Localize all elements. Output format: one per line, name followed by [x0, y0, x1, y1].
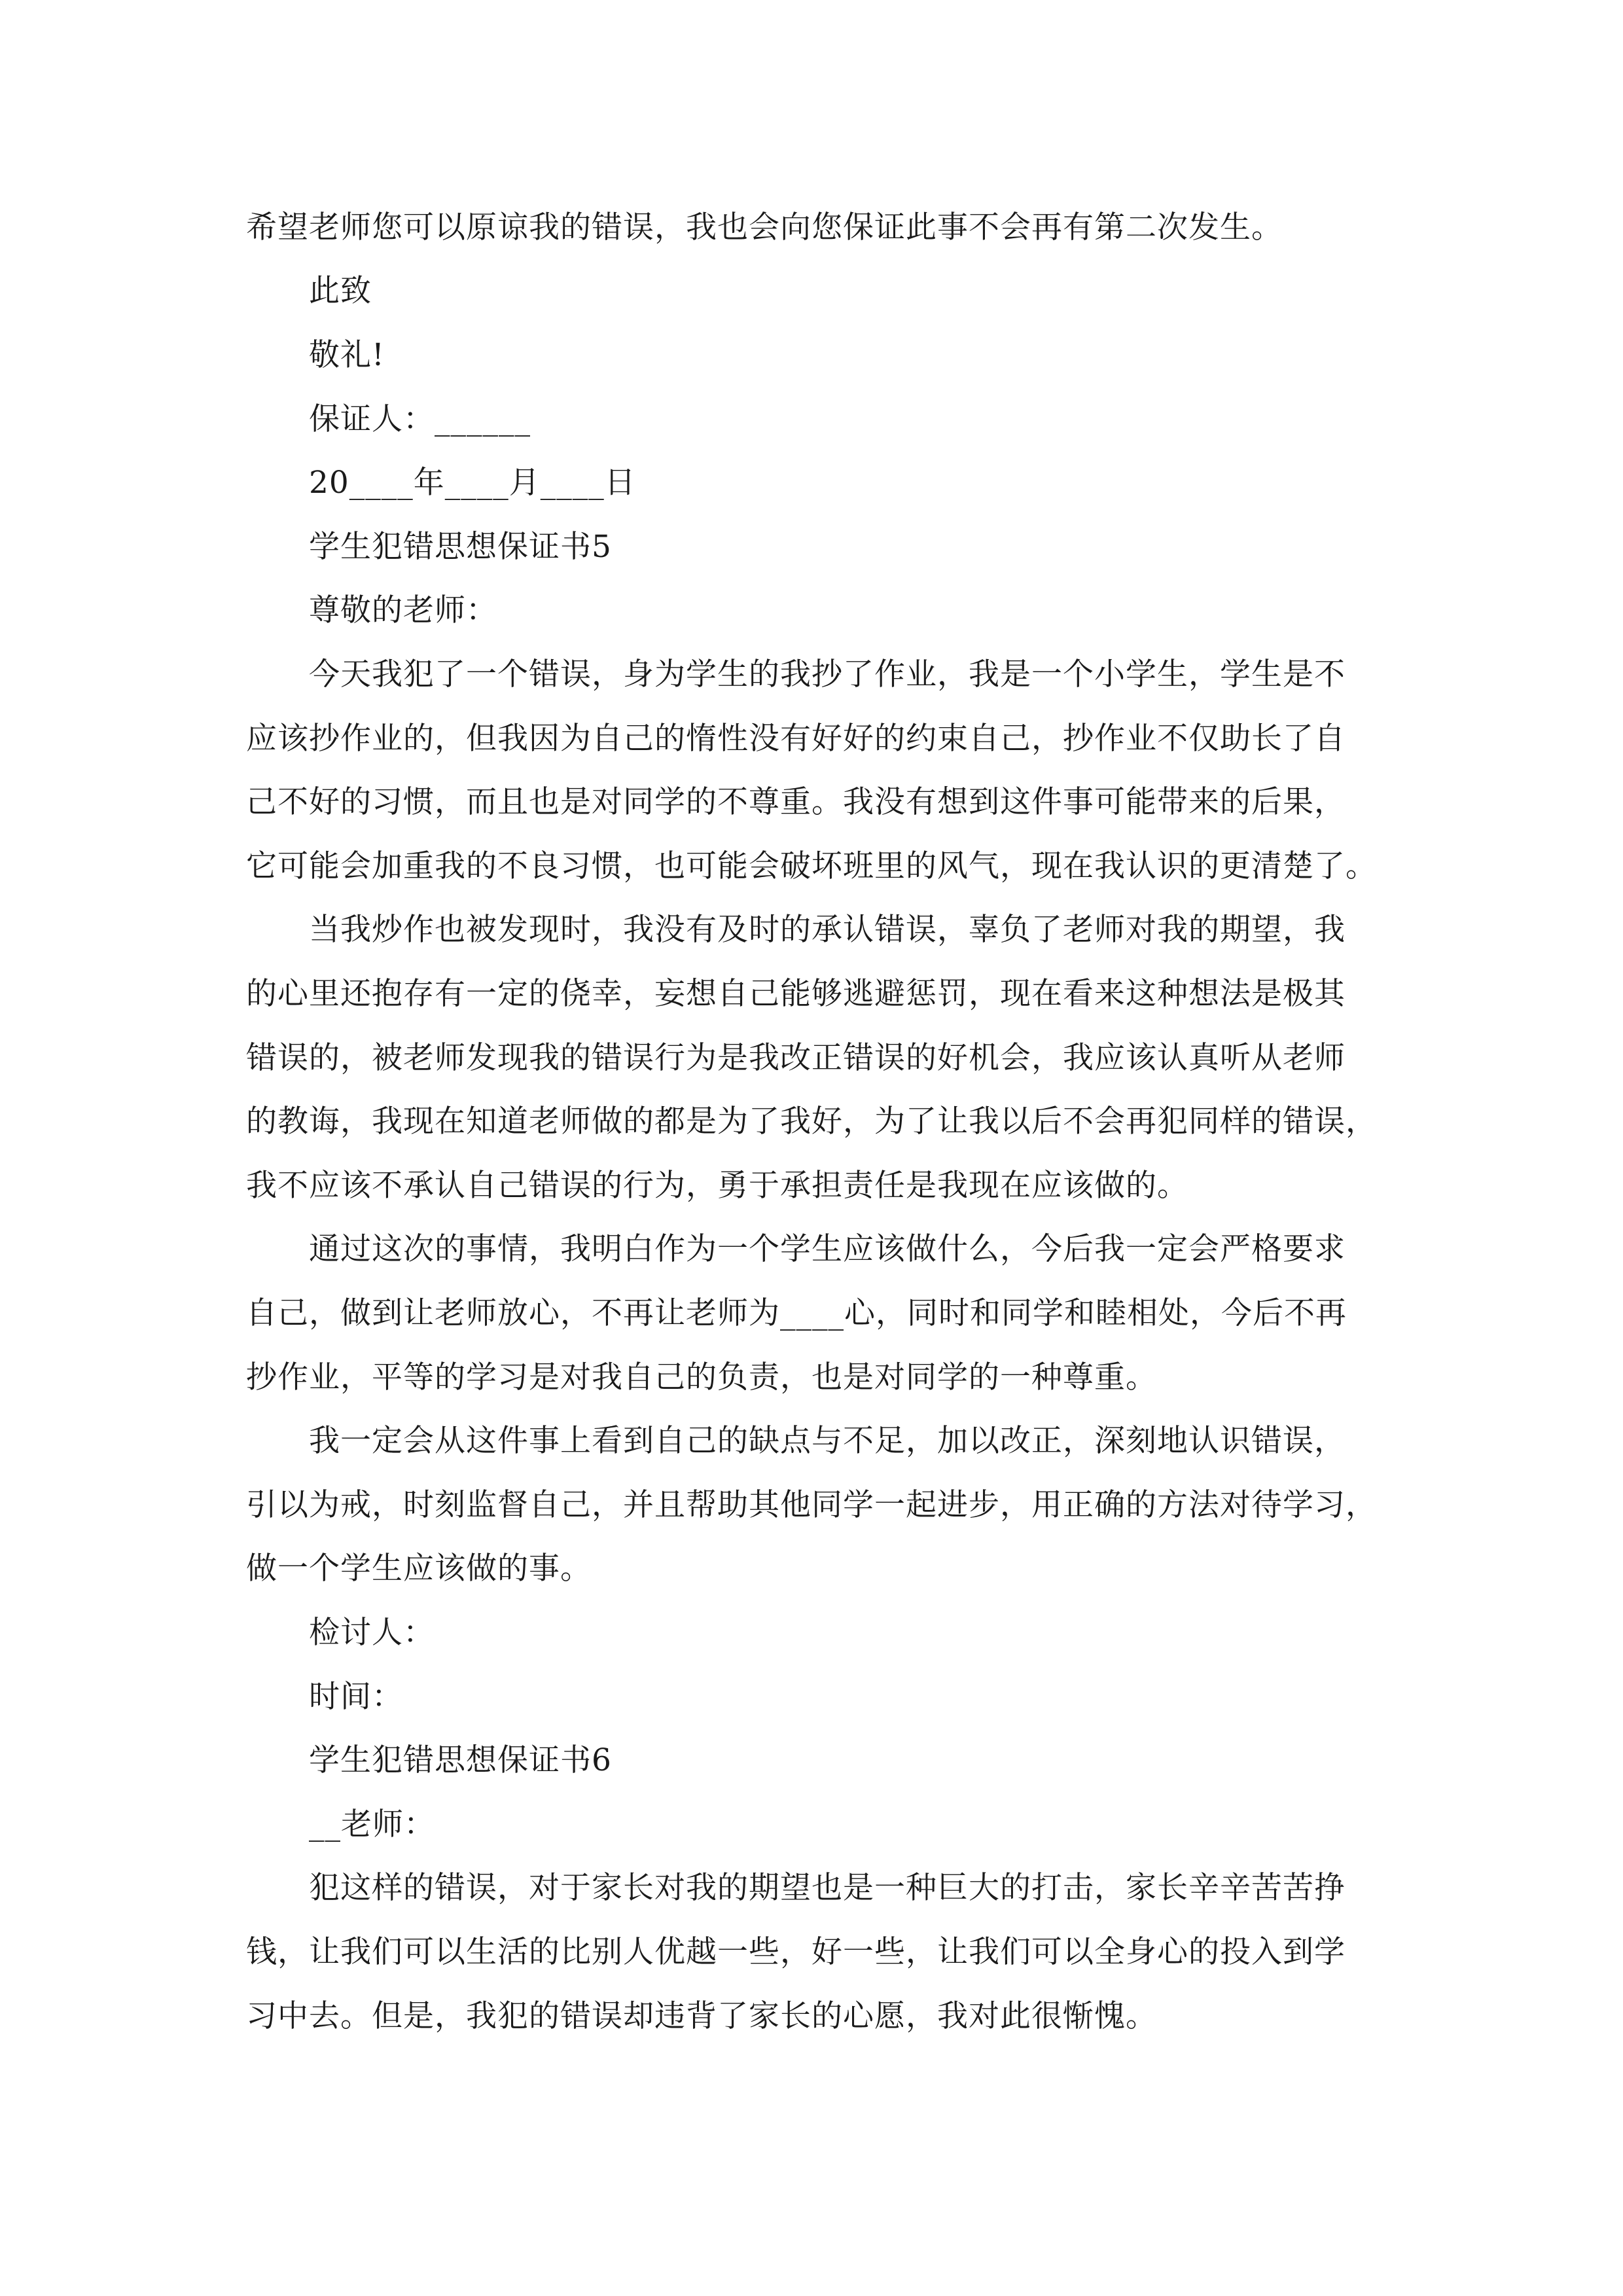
text-line: 己不好的习惯，而且也是对同学的不尊重。我没有想到这件事可能带来的后果，	[246, 784, 1346, 820]
greeting: 尊敬的老师：	[309, 592, 497, 628]
text-line: 我不应该不承认自己错误的行为，勇于承担责任是我现在应该做的。	[246, 1168, 1188, 1204]
text-line: 今天我犯了一个错误，身为学生的我抄了作业，我是一个小学生，学生是不	[309, 656, 1346, 692]
text-line: 通过这次的事情，我明白作为一个学生应该做什么，今后我一定会严格要求	[309, 1231, 1346, 1267]
section-title: 学生犯错思想保证书6	[309, 1742, 612, 1778]
greeting: __老师：	[309, 1806, 435, 1842]
section-title: 学生犯错思想保证书5	[309, 529, 612, 565]
date-line: 20____年____月____日	[309, 465, 636, 501]
salutation: 敬礼!	[309, 337, 385, 373]
text-line: 做一个学生应该做的事。	[246, 1551, 592, 1587]
text-line: 当我炒作也被发现时，我没有及时的承认错误，辜负了老师对我的期望，我	[309, 912, 1346, 948]
text-line: 引以为戒，时刻监督自己，并且帮助其他同学一起进步，用正确的方法对待学习，	[246, 1487, 1377, 1523]
text-line: 希望老师您可以原谅我的错误，我也会向您保证此事不会再有第二次发生。	[246, 209, 1283, 245]
text-line: 它可能会加重我的不良习惯，也可能会破坏班里的风气，现在我认识的更清楚了。	[246, 848, 1377, 884]
text-line: 错误的，被老师发现我的错误行为是我改正错误的好机会，我应该认真听从老师	[246, 1040, 1346, 1076]
text-line: 的教诲，我现在知道老师做的都是为了我好，为了让我以后不会再犯同样的错误，	[246, 1103, 1377, 1139]
text-line: 习中去。但是，我犯的错误却违背了家长的心愿，我对此很惭愧。	[246, 1998, 1157, 2034]
text-line: 我一定会从这件事上看到自己的缺点与不足，加以改正，深刻地认识错误，	[309, 1423, 1346, 1459]
time-line: 时间：	[309, 1679, 403, 1715]
text-line: 应该抄作业的，但我因为自己的惰性没有好好的约束自己，抄作业不仅助长了自	[246, 721, 1346, 757]
text-line: 钱，让我们可以生活的比别人优越一些，好一些，让我们可以全身心的投入到学	[246, 1934, 1346, 1970]
text-line: 自己，做到让老师放心，不再让老师为____心，同时和同学和睦相处，今后不再	[246, 1295, 1347, 1331]
reviewer-line: 检讨人：	[309, 1615, 435, 1651]
text-line: 的心里还抱存有一定的侥幸，妄想自己能够逃避惩罚，现在看来这种想法是极其	[246, 976, 1346, 1012]
closing-phrase: 此致	[309, 273, 372, 309]
guarantor-line: 保证人：______	[309, 401, 531, 437]
text-line: 抄作业，平等的学习是对我自己的负责，也是对同学的一种尊重。	[246, 1359, 1157, 1395]
text-line: 犯这样的错误，对于家长对我的期望也是一种巨大的打击，家长辛辛苦苦挣	[309, 1870, 1346, 1906]
